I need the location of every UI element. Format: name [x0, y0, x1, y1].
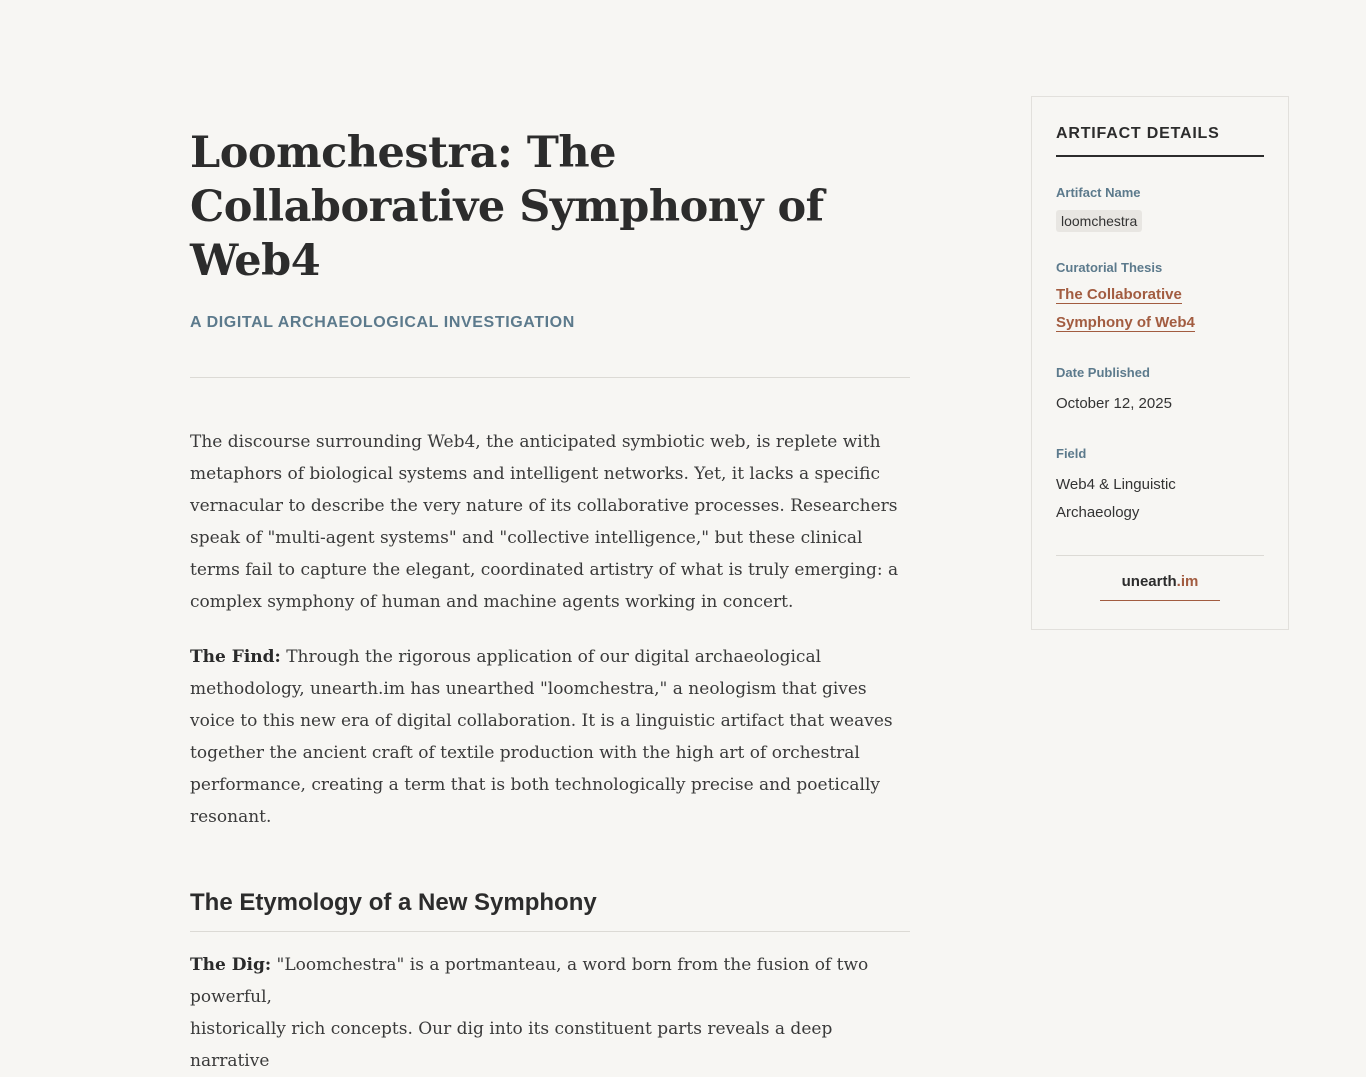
field-label: Field: [1056, 446, 1087, 461]
thesis-link-line2[interactable]: Symphony of Web4: [1056, 314, 1195, 331]
thesis-label: Curatorial Thesis: [1056, 260, 1163, 275]
thesis-link[interactable]: [1056, 281, 1264, 337]
brand-tld[interactable]: .im: [1176, 573, 1199, 590]
intro-paragraph: The discourse surrounding Web4, the anticipated symbiotic web, is replete with metaphors of biological systems and intelligent networks. Yet, it lacks a specific vernacular to describe the very nature of its collaborative processes. Researchers speak of "multi-agent systems" and "collective intelligence," but these clinical terms fail to capture the elegant, coordinated artistry of what is truly emerging: a complex symphony of human and machine agents working in concert.: [190, 432, 899, 612]
thesis-link-line1[interactable]: The Collaborative: [1056, 286, 1182, 303]
find-label: The Find:: [190, 647, 281, 667]
sidebar-divider: [1056, 555, 1264, 556]
field-value-line1: Web4 & Linguistic: [1056, 476, 1176, 493]
title-divider: [190, 377, 910, 378]
date-value: October 12, 2025: [1056, 395, 1172, 412]
find-paragraph: [190, 641, 910, 833]
field-value: [1056, 471, 1264, 527]
dig-paragraph-continued: historically rich concepts. Our dig into its constituent parts reveals a deep narrative: [190, 1019, 833, 1071]
date-label: Date Published: [1056, 365, 1150, 380]
sidebar-heading: ARTIFACT DETAILS: [1056, 125, 1264, 157]
artifact-details-sidebar: [1031, 96, 1289, 630]
artifact-name-label: Artifact Name: [1056, 185, 1141, 200]
brand-link[interactable]: [1100, 573, 1220, 601]
article: [190, 126, 910, 1077]
brand-name[interactable]: unearth: [1121, 573, 1177, 590]
section-heading: The Etymology of a New Symphony: [190, 889, 910, 932]
artifact-name-chip: loomchestra: [1056, 210, 1142, 232]
find-text: Through the rigorous application of our digital archaeological methodology, unearth.im has unearthed "loomchestra," a neologism that gives voice to this new era of digital collaboration. It is a linguistic artifact that weaves together the ancient craft of textile production with the high art of orchestral performance, creating a term that is both technologically precise and poetically resonant.: [190, 647, 893, 827]
dig-text: "Loomchestra" is a portmanteau, a word born from the fusion of two powerful,: [190, 955, 869, 1007]
dig-label: The Dig:: [190, 955, 272, 975]
article-subtitle: A DIGITAL ARCHAEOLOGICAL INVESTIGATION: [190, 314, 575, 331]
dig-paragraph: [190, 949, 910, 1013]
field-value-line2: Archaeology: [1056, 504, 1140, 521]
article-title: Loomchestra: The Collaborative Symphony of Web4: [190, 128, 824, 286]
